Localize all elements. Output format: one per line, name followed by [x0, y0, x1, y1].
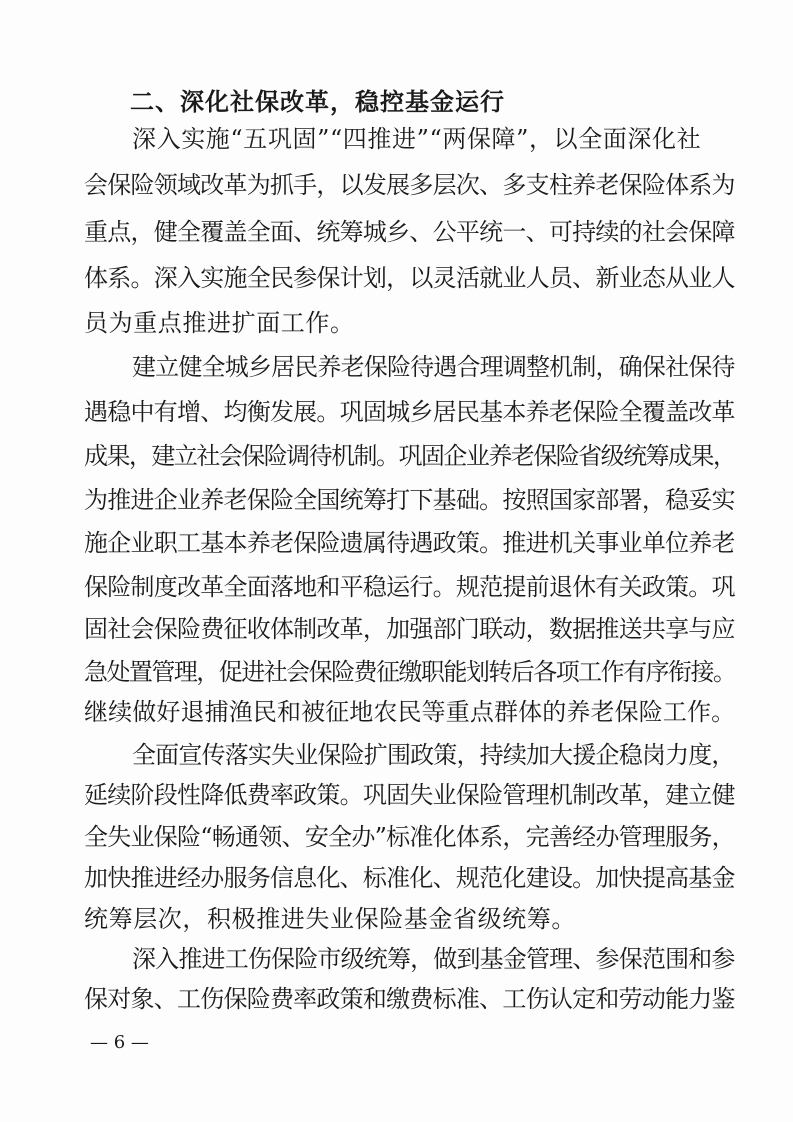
- paragraph-1-line-4: 体系。深入实施全民参保计划，以灵活就业人员、新业态从业人: [84, 264, 735, 292]
- paragraph-4-line-1: 深入推进工伤保险市级统筹，做到基金管理、参保范围和参: [132, 945, 735, 973]
- paragraph-2-line-7: 固社会保险费征收体制改革，加强部门联动，数据推送共享与应: [84, 615, 735, 643]
- paragraph-3-line-4: 加快推进经办服务信息化、标准化、规范化建设。加快提高基金: [84, 864, 735, 892]
- paragraph-1-line-2: 会保险领域改革为抓手，以发展多层次、多支柱养老保险体系为: [84, 171, 735, 199]
- paragraph-2-line-6: 保险制度改革全面落地和平稳运行。规范提前退休有关政策。巩: [84, 573, 735, 601]
- paragraph-3-line-3: 全失业保险“畅通领、安全办”标准化体系，完善经办管理服务，: [84, 823, 735, 851]
- section-heading: 二、深化社保改革，稳控基金运行: [130, 88, 505, 116]
- paragraph-4-line-2: 保对象、工伤保险费率政策和缴费标准、工伤认定和劳动能力鉴: [84, 985, 735, 1013]
- paragraph-3-line-5: 统筹层次，积极推进失业保险基金省级统筹。: [84, 905, 576, 933]
- paragraph-2-line-5: 施企业职工基本养老保险遗属待遇政策。推进机关事业单位养老: [84, 529, 735, 557]
- paragraph-2-line-8: 急处置管理，促进社会保险费征缴职能划转后各项工作有序衔接。: [84, 658, 736, 686]
- paragraph-3-line-2: 延续阶段性降低费率政策。巩固失业保险管理机制改革，建立健: [84, 781, 735, 809]
- paragraph-1-line-3: 重点，健全覆盖全面、统筹城乡、公平统一、可持续的社会保障: [84, 218, 735, 246]
- paragraph-3-line-1: 全面宣传落实失业保险扩围政策，持续加大援企稳岗力度，: [132, 741, 735, 769]
- paragraph-2-line-9: 继续做好退捕渔民和被征地农民等重点群体的养老保险工作。: [84, 698, 736, 726]
- paragraph-2-line-2: 遇稳中有增、均衡发展。巩固城乡居民基本养老保险全覆盖改革: [84, 398, 735, 426]
- paragraph-1-line-1: 深入实施“五巩固”“四推进”“两保障”，以全面深化社: [132, 125, 702, 153]
- paragraph-2-line-1: 建立健全城乡居民养老保险待遇合理调整机制，确保社保待: [132, 353, 735, 381]
- page-number: — 6 —: [90, 1032, 149, 1053]
- paragraph-2-line-3: 成果，建立社会保险调待机制。巩固企业养老保险省级统筹成果，: [84, 442, 736, 470]
- paragraph-1-line-5: 员为重点推进扩面工作。: [84, 309, 355, 337]
- paragraph-2-line-4: 为推进企业养老保险全国统筹打下基础。按照国家部署，稳妥实: [84, 486, 735, 514]
